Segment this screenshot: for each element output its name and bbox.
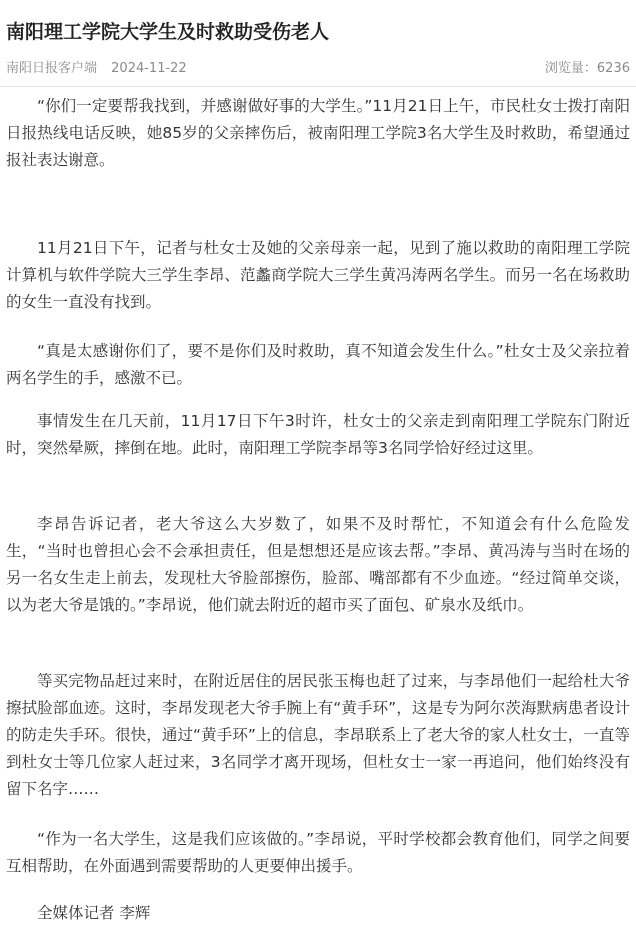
article-paragraph: “作为一名大学生，这是我们应该做的。”李昂说，平时学校都会教育他们，同学之间要互相帮助，在外面遇到需要帮助的人更要伸出援手。 — [6, 830, 630, 875]
article-paragraph: 等买完物品赶过来时，在附近居住的居民张玉梅也赶了过来，与李昂他们一起给杜大爷擦拭脸部血迹。这时，李昂发现老大爷手腕上有“黄手环”，这是专为阿尔茨海默病患者设计的防走失手环。很快，通过“黄手环”上的信息，李昂联系上了老大爷的家人杜女士，一直等到杜女士等几位家人赶过来，3名同学才离开现场，但杜女士一家一再追问，他们始终没有留下名字…… — [6, 672, 630, 798]
article-paragraph: 事情发生在几天前，11月17日下午3时许，杜女士的父亲走到南阳理工学院东门附近时，突然晕厥，摔倒在地。此时，南阳理工学院李昂等3名同学恰好经过这里。 — [6, 412, 630, 457]
article-author: 全媒体记者 李辉 — [37, 904, 151, 922]
view-count — [545, 60, 630, 78]
article-date: 2024-11-22 — [111, 61, 187, 76]
view-count-label: 浏览量： — [544, 61, 597, 76]
article-paragraph: 11月21日下午，记者与杜女士及她的父亲母亲一起，见到了施以救助的南阳理工学院计算机与软件学院大三学生李昂、范蠡商学院大三学生黄冯涛两名学生。而另一名在场救助的女生一直没有找到。 — [6, 239, 630, 311]
view-count-value: 6236 — [596, 61, 630, 76]
header-divider — [0, 86, 636, 87]
article-source[interactable]: 南阳日报客户端 — [6, 61, 98, 76]
article-paragraph: “你们一定要帮我找到，并感谢做好事的大学生。”11月21日上午，市民杜女士拨打南阳日报热线电话反映，她85岁的父亲摔伤后，被南阳理工学院3名大学生及时救助，希望通过报社表达谢意。 — [6, 97, 630, 169]
article-paragraph: 李昂告诉记者，老大爷这么大岁数了，如果不及时帮忙，不知道会有什么危险发生，“当时也曾担心会不会承担责任，但是想想还是应该去帮。”李昂、黄冯涛与当时在场的另一名女生走上前去，发现杜大爷脸部擦伤，脸部、嘴部都有不少血迹。“经过简单交谈，以为老大爷是饿的。”李昂说，他们就去附近的超市买了面包、矿泉水及纸巾。 — [6, 515, 630, 614]
article-paragraph: “真是太感谢你们了，要不是你们及时救助，真不知道会发生什么。”杜女士及父亲拉着两名学生的手，感激不已。 — [6, 342, 630, 387]
article-meta — [6, 60, 630, 78]
article-title: 南阳理工学院大学生及时救助受伤老人 — [6, 21, 330, 43]
